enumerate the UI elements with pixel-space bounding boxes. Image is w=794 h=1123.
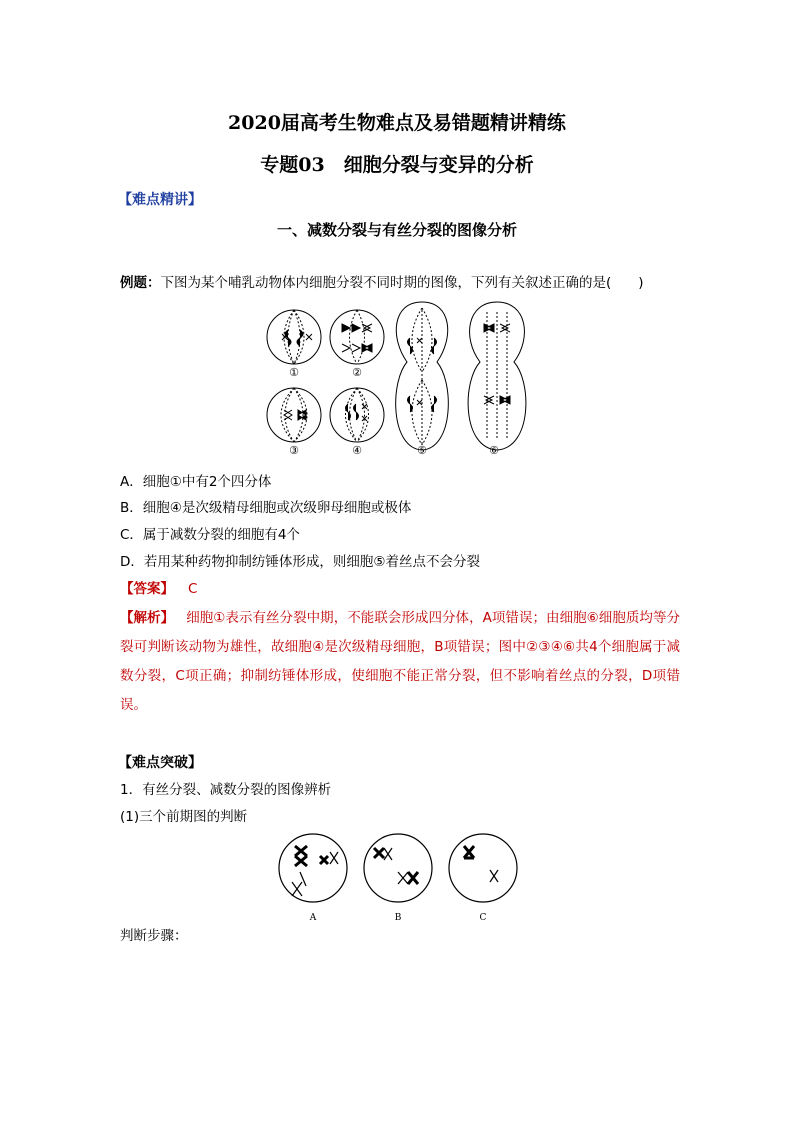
answer-value: C <box>188 581 198 597</box>
document-subtitle: 专题03 细胞分裂与变异的分析 <box>260 154 534 176</box>
figure-label-5: ⑤ <box>417 444 427 457</box>
answer-line <box>120 577 197 597</box>
explanation-text: 细胞①表示有丝分裂中期，不能联会形成四分体，A项错误；由细胞⑥细胞质均等分裂可判断该动物为雄性，故细胞④是次级精母细胞，B项错误；图中②③④⑥共4个细胞属于减数分裂，C项正确；抑制纺锤体形成，使细胞不能正常分裂，但不影响着丝点的分裂，D项错误。 <box>120 610 680 713</box>
figure2-label-a: A <box>309 913 317 922</box>
cell-3-diagram <box>267 388 321 442</box>
answer-label: 【答案】 <box>120 581 174 597</box>
figure2-label-b: B <box>394 913 402 922</box>
option-a: A．细胞①中有2个四分体 <box>120 474 272 490</box>
prophase-figure <box>270 832 526 922</box>
explanation <box>120 604 680 720</box>
explanation-label: 【解析】 <box>120 610 175 626</box>
prophase-a-diagram <box>279 834 347 922</box>
option-d: D．若用某种药物抑制纺锤体形成，则细胞⑤着丝点不会分裂 <box>120 554 480 570</box>
figure-label-6: ⑥ <box>489 444 499 457</box>
example-question-text: 下图为某个哺乳动物体内细胞分裂不同时期的图像，下列有关叙述正确的是( ) <box>160 275 644 291</box>
section-tag-breakthrough: 【难点突破】 <box>118 755 202 771</box>
figure-label-4: ④ <box>352 444 362 457</box>
cell-division-figure <box>262 300 534 458</box>
section-heading: 一、减数分裂与有丝分裂的图像分析 <box>276 221 517 239</box>
example-question <box>120 271 644 291</box>
figure-label-1: ① <box>289 366 299 379</box>
figure-label-3: ③ <box>289 444 299 457</box>
item-1-sub: (1)三个前期图的判断 <box>120 809 248 825</box>
steps-label: 判断步骤： <box>120 928 188 944</box>
example-label: 例题： <box>120 275 161 291</box>
prophase-b-diagram <box>364 834 432 922</box>
cell-5-diagram <box>396 302 449 450</box>
cell-2-diagram <box>330 310 384 364</box>
prophase-c-diagram <box>449 834 517 922</box>
figure-label-2: ② <box>352 366 362 379</box>
section-tag-difficulty: 【难点精讲】 <box>118 192 202 208</box>
cell-1-diagram <box>267 310 321 364</box>
item-1: 1．有丝分裂、减数分裂的图像辨析 <box>120 782 332 798</box>
cell-6-diagram <box>468 302 526 450</box>
document-title: 2020届高考生物难点及易错题精讲精练 <box>228 112 566 134</box>
option-b: B．细胞④是次级精母细胞或次级卵母细胞或极体 <box>120 500 412 516</box>
cell-4-diagram <box>330 388 384 442</box>
figure2-label-c: C <box>479 913 487 922</box>
option-c: C．属于减数分裂的细胞有4个 <box>120 527 301 543</box>
